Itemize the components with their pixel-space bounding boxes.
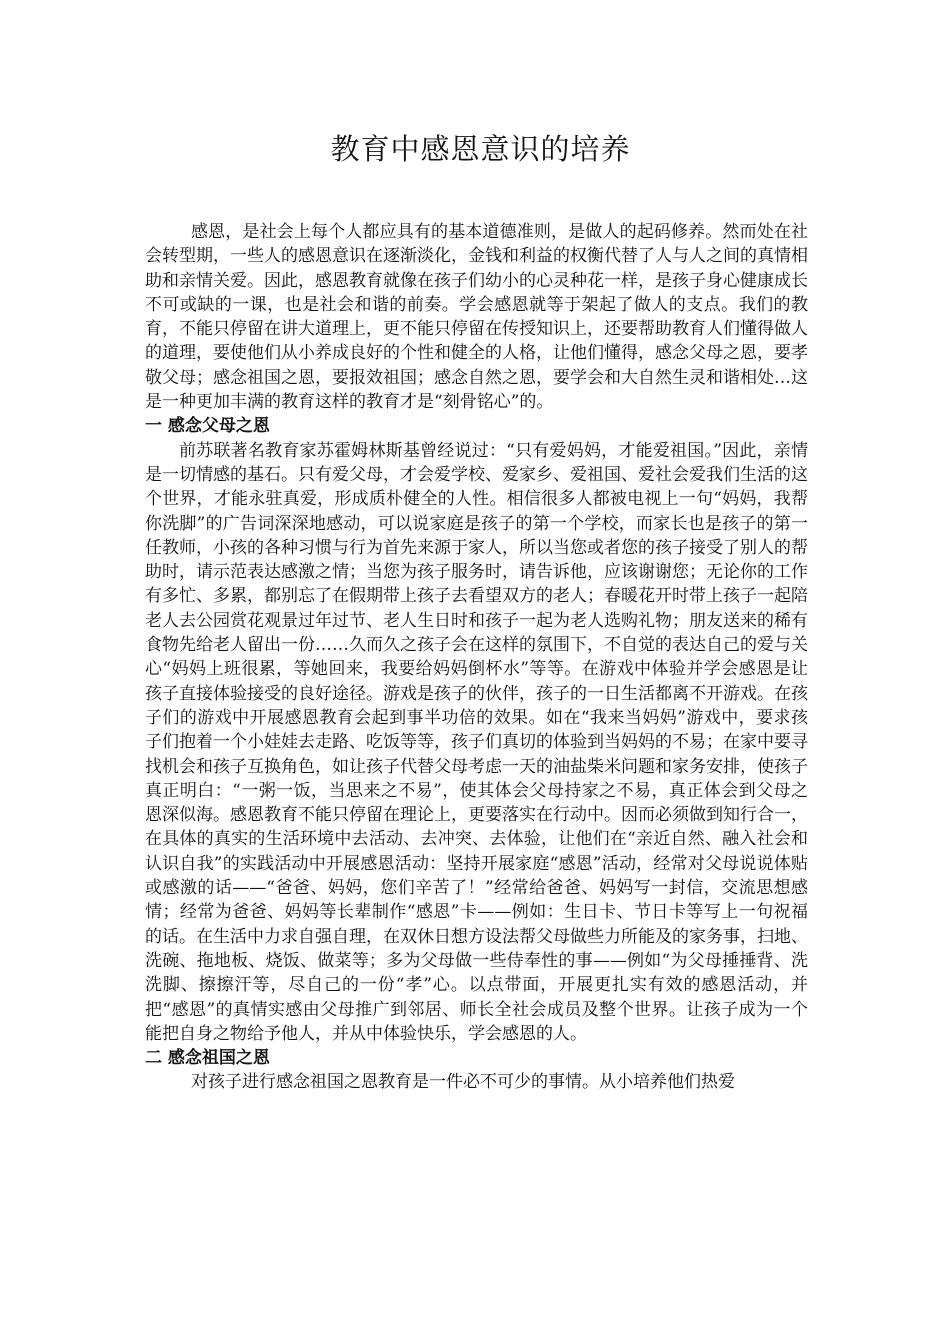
section-heading-parents: 一 感念父母之恩	[145, 416, 270, 437]
document-page	[145, 128, 808, 1095]
document-title: 教育中感恩意识的培养	[330, 132, 631, 166]
section-body-parents: 前苏联著名教育家苏霍姆林斯基曾经说过：“只有爱妈妈，才能爱祖国。”因此，亲情是一切情感的基石。只有爱父母，才会爱学校、爱家乡、爱祖国、爱社会爱我们生活的这个世界，才能永驻真爱，形成质朴健全的人性。相信很多人都被电视上一句“妈妈，我帮你洗脚”的广告词深深地感动，可以说家庭是孩子的第一个学校，而家长也是孩子的第一任教师，小孩的各种习惯与行为首先来源于家人，所以当您或者您的孩子接受了别人的帮助时，请示范表达感激之情；当您为孩子服务时，请告诉他，应该谢谢您；无论你的工作有多忙、多累，都别忘了在假期带上孩子去看望双方的老人；春暖花开时带上孩子一起陪老人去公园赏花观景过年过节、老人生日时和孩子一起为老人选购礼物；朋友送来的稀有食物先给老人留出一份……久而久之孩子会在这样的氛围下，不自觉的表达自己的爱与关心“妈妈上班很累，等她回来，我要给妈妈倒杯水”等等。在游戏中体验并学会感恩是让孩子直接体验接受的良好途径。游戏是孩子的伙伴，孩子的一日生活都离不开游戏。在孩子们的游戏中开展感恩教育会起到事半功倍的效果。如在“我来当妈妈”游戏中，要求孩子们抱着一个小娃娃去走路、吃饭等等，孩子们真切的体验到当妈妈的不易；在家中要寻找机会和孩子互换角色，如让孩子代替父母考虑一天的油盐柴米问题和家务安排，使孩子真正明白：“一粥一饭，当思来之不易”，使其体会父母持家之不易，真正体会到父母之恩深似海。感恩教育不能只停留在理论上，更要落实在行动中。因而必须做到知行合一，在具体的真实的生活环境中去活动、去冲突、去体验，让他们在“亲近自然、融入社会和认识自我”的实践活动中开展感恩活动：坚持开展家庭“感恩”活动，经常对父母说说体贴或感激的话——“爸爸、妈妈，您们辛苦了！”经常给爸爸、妈妈写一封信，交流思想感情；经常为爸爸、妈妈等长辈制作“感恩”卡——例如：生日卡、节日卡等写上一句祝福的话。在生活中力求自强自理，在双休日想方设法帮父母做些力所能及的家务事，扫地、洗碗、拖地板、烧饭、做菜等；多为父母做一些侍奉性的事——例如“为父母捶捶背、洗洗脚、擦擦汗等，尽自己的一份“孝”心。以点带面，开展更扎实有效的感恩活动，并把“感恩”的真情实感由父母推广到邻居、师长全社会成员及整个世界。让孩子成为一个能把自身之物给予他人，并从中体验快乐，学会感恩的人。	[145, 440, 808, 1044]
intro-paragraph: 感恩，是社会上每个人都应具有的基本道德准则，是做人的起码修养。然而处在社会转型期，一些人的感恩意识在逐渐淡化，金钱和利益的权衡代替了人与人之间的真情相助和亲情关爱。因此，感恩教育就像在孩子们幼小的心灵种花一样，是孩子身心健康成长不可或缺的一课，也是社会和谐的前奏。学会感恩就等于架起了做人的支点。我们的教育，不能只停留在讲大道理上，更不能只停留在传授知识上，还要帮助教育人们懂得做人的道理，要使他们从小养成良好的个性和健全的人格，让他们懂得，感念父母之恩，要孝敬父母；感念祖国之恩，要报效祖国；感念自然之恩，要学会和大自然生灵和谐相处…这是一种更加丰满的教育这样的教育才是“刻骨铭心”的。	[145, 222, 808, 413]
section-body-motherland: 对孩子进行感念祖国之恩教育是一件必不可少的事情。从小培养他们热爱	[191, 1072, 735, 1093]
section-heading-motherland: 二 感念祖国之恩	[145, 1048, 270, 1069]
